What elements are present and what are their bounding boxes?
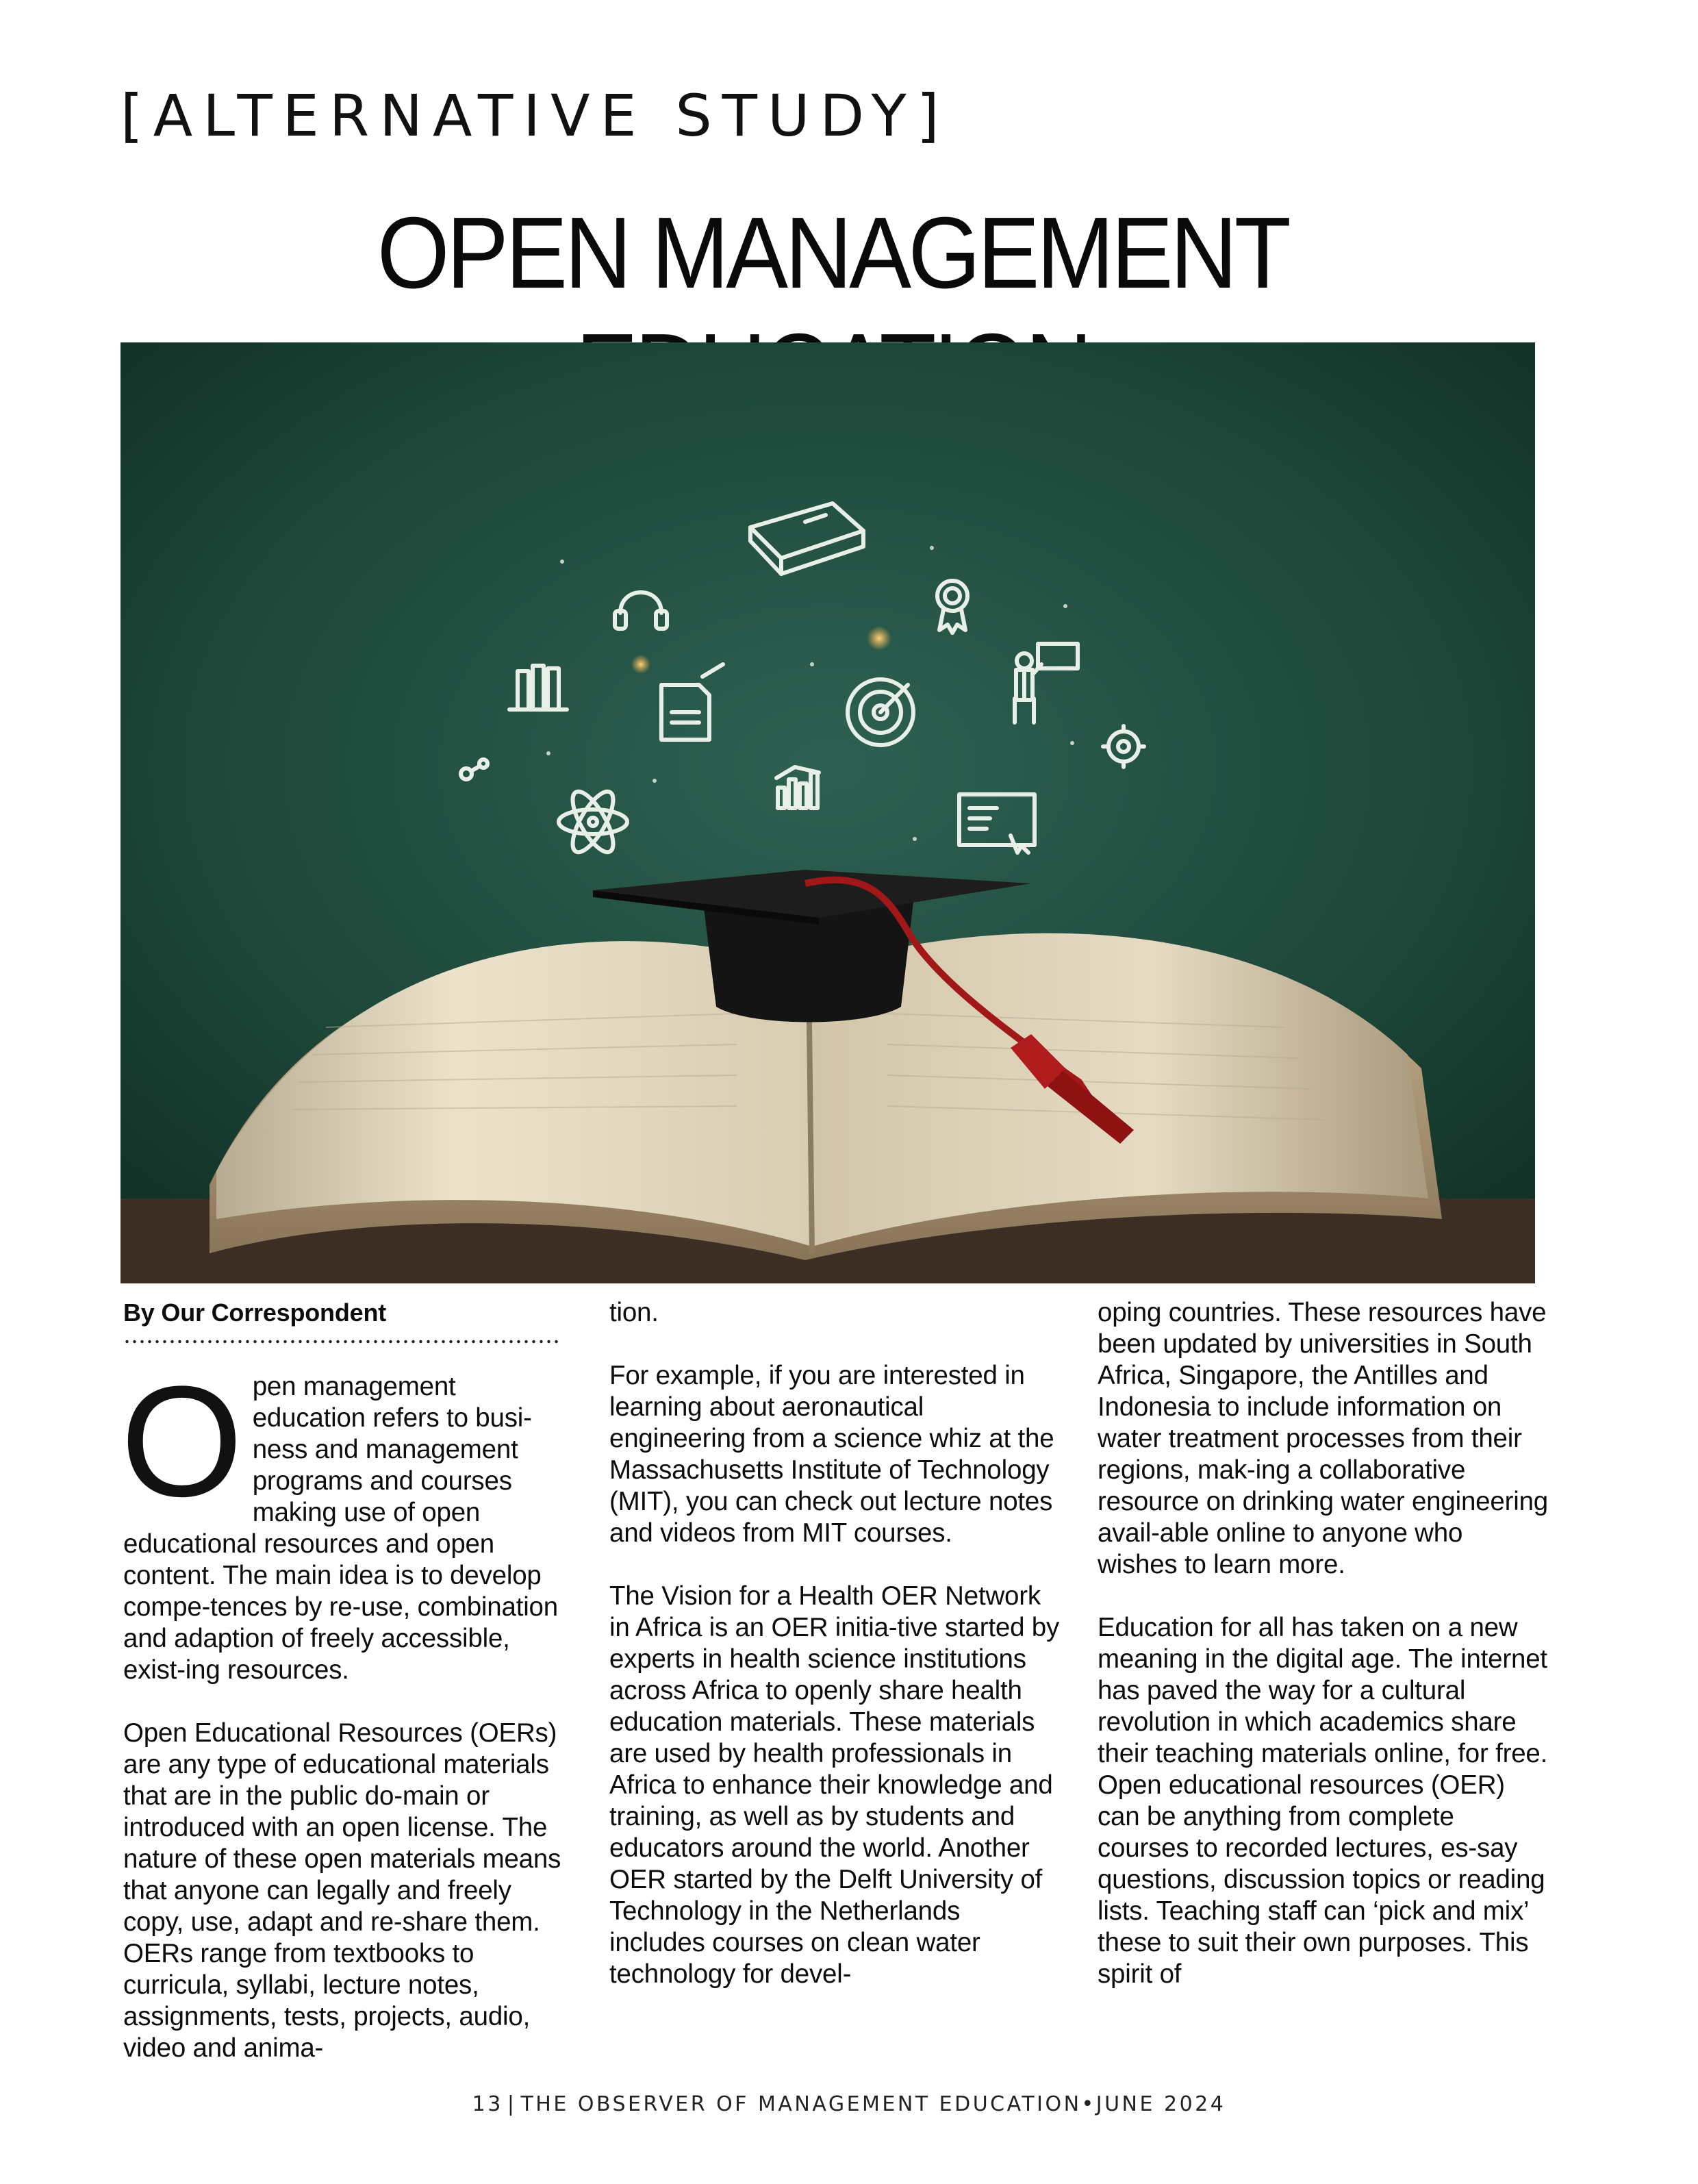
footer-text: THE OBSERVER OF MANAGEMENT EDUCATION•JUNE 2024 xyxy=(520,2092,1226,2116)
column-1 xyxy=(123,1297,575,2064)
col3-paragraph-1: oping countries. These resources have been updated by universities in South Africa, Singapore, the Antilles and Indonesia to include information on water treatment processes from their regions, mak-ing a collaborative resource on drinking water engineering avail-able online to anyone who wishes to learn more. xyxy=(1098,1298,1548,1579)
col2-paragraph-2: For example, if you are interested in learning about aeronautical engineering from a science whiz at the Massachusetts Institute of Technology (MIT), you can check out lecture notes and videos from MIT courses. xyxy=(609,1361,1054,1548)
column-3 xyxy=(1098,1297,1549,1990)
dotted-divider xyxy=(123,1340,561,1344)
footer-separator: | xyxy=(507,2092,517,2116)
col2-paragraph-3: The Vision for a Health OER Network in Africa is an OER initia-tive started by experts in health science institutions across Africa to openly share health education materials. These materials are used by health professionals in Africa to enhance their knowledge and training, as well as by students and educators around the world. Another OER started by the Delft University of Technology in the Netherlands includes courses on clean water technology for devel- xyxy=(609,1581,1060,1989)
hero-image xyxy=(121,342,1535,1283)
headline: OPEN MANAGEMENT xyxy=(377,197,1289,310)
page-number: 13 xyxy=(472,2092,503,2116)
col3-paragraph-2: Education for all has taken on a new meaning in the digital age. The internet has paved the way for a cultural revolution in which academics share their teaching materials online, for free. Open educational resources (OER) can be anything from complete courses to recorded lectures, es-say questions, discussion topics or reading lists. Teaching staff can ‘pick and mix’ these to suit their own purposes. This spirit of xyxy=(1098,1613,1548,1989)
col1-paragraph-2: Open Educational Resources (OERs) are any type of educational materials that are in the public do-main or introduced with an open license. The nature of these open materials means that anyone can legally and freely copy, use, adapt and re-share them. OERs range from textbooks to curricula, syllabi, lecture notes, assignments, tests, projects, audio, video and anima- xyxy=(123,1718,561,2063)
section-tag: [ALTERNATIVE STUDY] xyxy=(121,82,950,149)
column-2 xyxy=(609,1297,1061,1990)
col2-paragraph-1: tion. xyxy=(609,1298,659,1327)
col1-paragraph-1: pen management education refers to busi-ness and management programs and courses making use of open educational resources and open content. The main idea is to develop compe-tences by re-use, combination and adaption of freely accessible, exist-ing resources. xyxy=(123,1372,558,1685)
dropcap: O xyxy=(121,1353,243,1529)
page-footer xyxy=(0,2092,1698,2116)
byline: By Our Correspondent xyxy=(123,1298,387,1327)
